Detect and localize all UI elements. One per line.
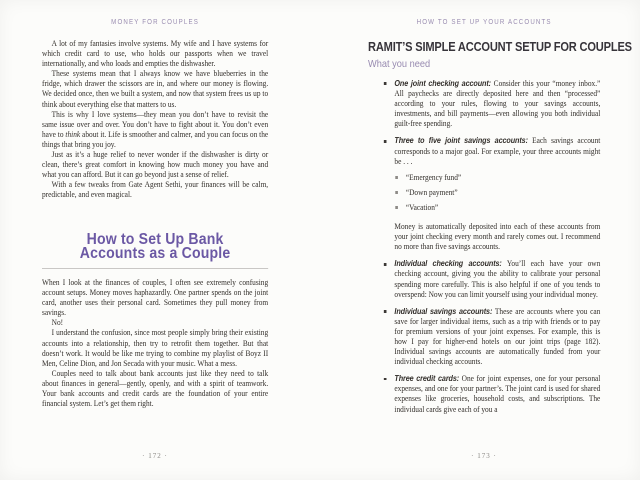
list-item-text (394, 259, 600, 299)
left-text-block-top (42, 39, 268, 201)
sub-list-item-emergency-fund (394, 173, 600, 183)
paragraph-dishwasher-relief: Just as it’s a huge relief to never wonder if the dishwasher is dirty or clean, there’s great comfort in knowing how much money you have and what you can afford. But it can go beyond just a sense of relief. (42, 150, 269, 180)
paragraph-understand-confusion: I understand the confusion, since most people simply bring their existing accounts into a relationship, then try to retrofit them together. But that doesn’t work. It would be like me trying to combine my playlist of Boyz II Men, Celine Dion, and Jon Secada with your music. What a mess. (42, 328, 269, 368)
section-heading-line1: How to Set Up Bank (86, 230, 224, 248)
list-item-lead: Individual checking accounts: (394, 259, 502, 269)
paragraph-no: No! (51, 318, 64, 328)
running-head-right: HOW TO SET UP YOUR ACCOUNTS (416, 19, 552, 26)
page-number-left: · 172 · (142, 452, 168, 460)
list-item-lead: Three credit cards: (394, 374, 460, 384)
list-item-text (394, 307, 600, 368)
page-right-content (368, 19, 632, 415)
sub-list-item-text: “Vacation” (405, 202, 439, 212)
paragraph-money-deposited: Money is automatically deposited into each of these accounts from your joint checking every month and rarely comes out. I recommend no more than five savings accounts. (394, 222, 601, 252)
sub-list-item-down-payment (394, 188, 600, 198)
page-left-content (42, 19, 268, 409)
paragraph-couples-need-talk: Couples need to talk about bank accounts just like they need to talk about finances in general—gently, openly, and with a spirit of teamwork. Your bank accounts and credit cards are the foundation of your entire financial system. Let’s get them right. (42, 368, 269, 409)
list-item-individual-checking (368, 259, 600, 299)
bullet-square-icon (384, 378, 386, 381)
sub-list-item-vacation (394, 203, 600, 213)
list-item-joint-checking (368, 79, 600, 129)
list-item-text (394, 79, 600, 129)
sub-bullet-square-icon (395, 176, 397, 179)
left-text-block-bottom (42, 278, 268, 409)
bullet-square-icon (384, 82, 386, 85)
what-you-need-subheading: What you need (368, 58, 431, 70)
paragraph-systems-mean: These systems mean that I always know we have blueberries in the fridge, which drawer the scissors are in, and where our money is flowing. We decided once, then we built a system, and now that system frees us up to think about everything else that matters to us. (42, 69, 269, 109)
list-item-lead: Individual savings accounts: (394, 306, 493, 316)
sub-list-item-text: “Emergency fund” (405, 172, 462, 182)
list-item-text (394, 136, 600, 166)
sub-list-item-text: “Down payment” (405, 187, 458, 197)
list-item-individual-savings (368, 307, 600, 368)
list-item-body: You’ll each have your own checking account, giving you the ability to calibrate your personal spending more carefully. This is also helpful if one of you tends to overspend: Now you can limit yourself using your individual money. (394, 259, 601, 299)
list-item-text (394, 374, 600, 414)
bullet-square-icon (384, 263, 386, 266)
list-item-body: Each savings account corresponds to a major goal. For example, your three accounts might be . . . (394, 136, 601, 166)
list-item-lead: One joint checking account: (394, 79, 491, 88)
list-item-body: These are accounts where you can save for larger individual items, such as a trip with friends or to pay for premium versions of your joint expenses. For example, this is how I pay for higher-end hotels on our joint trips (page 182). Individual savings accounts are automatically funded from your individual checking accounts. (394, 306, 601, 367)
list-item-lead: Three to five joint savings accounts: (394, 136, 528, 146)
account-setup-list (368, 79, 600, 415)
paragraph-segment: This is why I love systems—they mean you don’t have to revisit the same issue over and over. You don’t have to fight about it. You don’t even have to (42, 109, 269, 139)
section-heading (42, 230, 268, 262)
running-head-left: MONEY FOR COUPLES (111, 19, 199, 26)
bullet-square-icon (384, 310, 386, 313)
list-item-joint-savings (368, 136, 600, 252)
page-right (320, 0, 640, 480)
savings-examples-list (394, 173, 600, 213)
sub-bullet-square-icon (395, 191, 397, 194)
paragraph-why-love-systems (42, 110, 268, 150)
sub-bullet-square-icon (395, 206, 397, 209)
italic-word: think (65, 129, 81, 139)
list-item-body: One for joint expenses, one for your personal expenses, and one for your partner’s. The joint card is used for shared expenses like groceries, household costs, and subscriptions. The individual cards give each of you a (394, 374, 601, 414)
bullet-square-icon (384, 140, 386, 143)
paragraph-segment: about it. Life is smoother and calmer, and you can focus on the things that bring you joy. (42, 129, 269, 149)
list-item-three-credit-cards (368, 374, 600, 414)
section-heading-line2: Accounts as a Couple (79, 245, 231, 262)
page-number-right: · 173 · (471, 452, 497, 460)
list-item-body: Consider this your “money inbox.” All paychecks are directly deposited here and then “processed” according to your rules, flowing to your savings accounts, investments, and bill payments—even allowing you both individual guilt-free spending. (394, 79, 601, 129)
paragraph-gate-agent: With a few tweaks from Gate Agent Sethi, your finances will be calm, predictable, and even magical. (42, 180, 269, 200)
paragraph-confusing-setups: When I look at the finances of couples, I often see extremely confusing account setups. Money moves haphazardly. One partner spends on the joint card, another uses their personal card. Sometimes they pull money from savings. (42, 278, 269, 318)
setup-heading: RAMIT’S SIMPLE ACCOUNT SETUP FOR COUPLES (368, 40, 632, 54)
divider-rule (42, 268, 268, 270)
paragraph-fantasies: A lot of my fantasies involve systems. My wife and I have systems for which credit card to use, who holds our passports when we travel internationally, and who loads and empties the dishwasher. (42, 39, 269, 69)
